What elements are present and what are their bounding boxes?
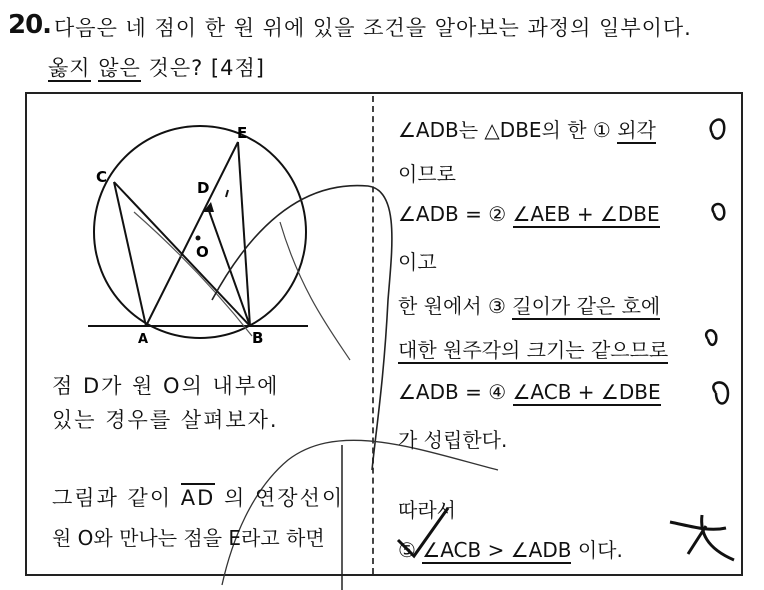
label-d: D xyxy=(197,179,210,197)
answer-4: ∠ACB + ∠DBE xyxy=(512,380,661,404)
right-line2: 이므로 xyxy=(398,162,456,186)
label-c: C xyxy=(96,168,108,186)
right-line6 xyxy=(398,334,668,363)
right-line8: 가 성립한다. xyxy=(398,428,508,452)
right-line4: 이고 xyxy=(398,250,437,274)
right-line9: 따라서 xyxy=(398,498,456,522)
label-b: B xyxy=(252,329,264,347)
pencil-sweep-small xyxy=(280,222,350,360)
check-mark-1 xyxy=(711,120,725,139)
left-line3-pre: 그림과 같이 xyxy=(52,486,173,510)
right-line7-pre: ∠ADB = ④ xyxy=(398,380,507,404)
stem-tail: 것은? [4점] xyxy=(148,56,265,80)
question-stem-line1: 다음은 네 점이 한 원 위에 있을 조건을 알아보는 과정의 일부이다. xyxy=(54,16,692,40)
left-text-line4: 원 O와 만나는 점을 E라고 하면 xyxy=(52,526,325,550)
check-mark-4 xyxy=(713,382,728,403)
left-line3-post: 의 연장선이 xyxy=(224,486,345,510)
right-line5-pre: 한 원에서 ③ xyxy=(398,294,506,318)
check-mark-2 xyxy=(713,204,725,219)
answer-5: ∠ACB > ∠ADB xyxy=(422,538,572,562)
cross-stroke-1 xyxy=(670,522,726,529)
right-line5 xyxy=(398,290,660,319)
cross-stroke-2 xyxy=(702,515,734,560)
right-line1-pre: ∠ADB는 △DBE의 한 ① xyxy=(398,118,611,142)
answer-2: ∠AEB + ∠DBE xyxy=(512,202,660,226)
answer-1: 외각 xyxy=(617,118,656,142)
answer-3-part1: 길이가 같은 호에 xyxy=(512,294,661,318)
segment-ad-label: AD xyxy=(181,483,216,510)
label-a: A xyxy=(138,332,149,347)
label-o: O xyxy=(196,243,209,261)
label-e: E xyxy=(237,124,248,142)
right-line10-post: 이다. xyxy=(577,538,623,562)
answer-3-part2: 대한 원주각의 크기는 같으므로 xyxy=(398,338,669,362)
left-text-line2: 있는 경우를 살펴보자. xyxy=(52,408,279,432)
left-text-line3 xyxy=(52,482,344,512)
point-d-tick xyxy=(226,190,228,197)
question-number: 20. xyxy=(8,10,52,40)
stem-negation-word: 옳지 xyxy=(48,56,91,80)
right-line10 xyxy=(398,534,623,563)
right-line3-pre: ∠ADB = ② xyxy=(398,202,507,226)
right-line7 xyxy=(398,380,661,404)
segment-ca xyxy=(114,182,146,326)
check-mark-3 xyxy=(706,330,716,345)
point-o-dot xyxy=(196,236,201,241)
left-text-line1: 점 D가 원 O의 내부에 xyxy=(52,374,280,398)
stem-underlined-word: 않은 xyxy=(98,56,141,80)
right-line1 xyxy=(398,114,656,143)
cross-stroke-3 xyxy=(688,526,706,554)
answer-5-number: ⑤ xyxy=(398,538,416,562)
right-line3 xyxy=(398,202,660,226)
